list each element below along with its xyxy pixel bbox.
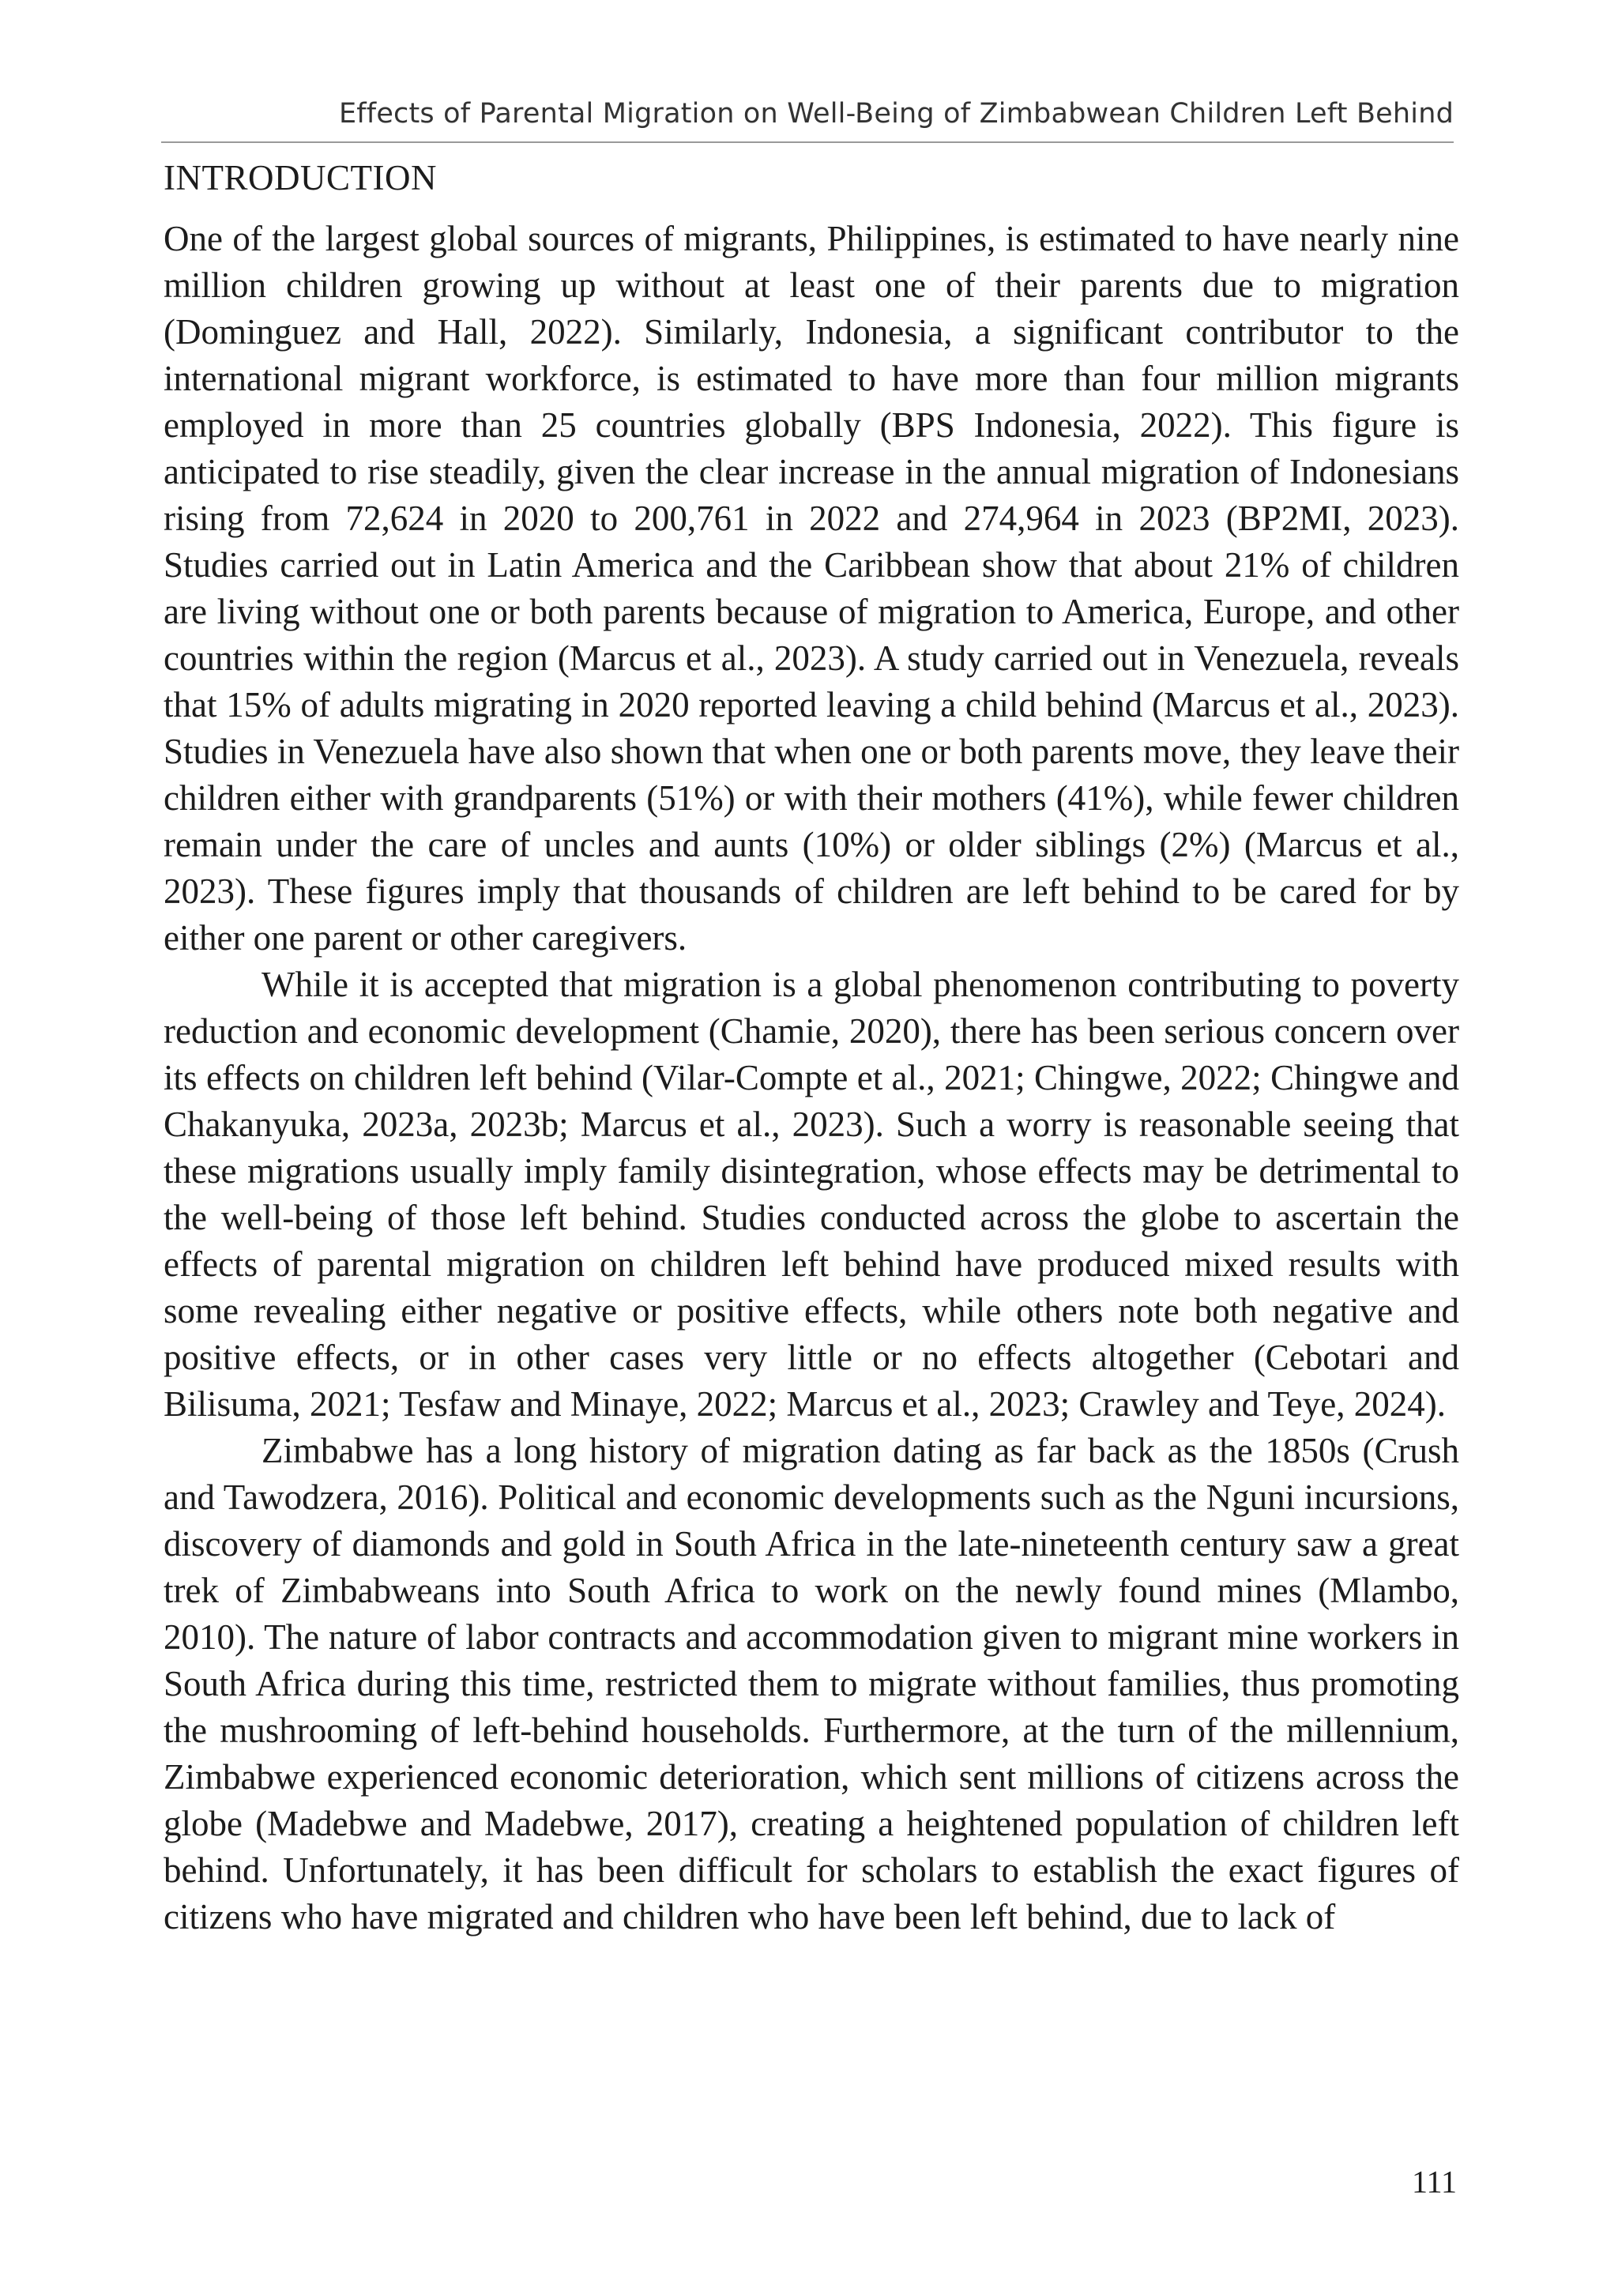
paragraph-1: One of the largest global sources of migrants, Philippines, is estimated to have nearly nine million children growing up without at least one of their parents due to migration (Dominguez and Hall, 2022). Similarly, Indonesia, a significant contributor to the international migrant workforce, is estimated to have more than four million migrants employed in more than 25 countries globally (BPS Indonesia, 2022). This figure is anticipated to rise steadily, given the clear increase in the annual migration of Indonesians rising from 72,624 in 2020 to 200,761 in 2022 and 274,964 in 2023 (BP2MI, 2023). Studies carried out in Latin America and the Caribbean show that about 21% of children are living without one or both parents because of migration to America, Europe, and other countries within the region (Marcus et al., 2023). A study carried out in Venezuela, reveals that 15% of adults migrating in 2020 reported leaving a child behind (Marcus et al., 2023). Studies in Venezuela have also shown that when one or both parents move, they leave their children either with grandparents (51%) or with their mothers (41%), while fewer children remain under the care of uncles and aunts (10%) or older siblings (2%) (Marcus et al., 2023). These figures imply that thousands of children are left behind to be cared for by either one parent or other caregivers. [164, 219, 1459, 958]
running-header: Effects of Parental Migration on Well-Being of Zimbabwean Children Left Behind [338, 98, 1454, 130]
section-heading: INTRODUCTION [164, 158, 437, 198]
paragraph-2: While it is accepted that migration is a global phenomenon contributing to poverty reduction and economic development (Chamie, 2020), there has been serious concern over its effects on children left behind (Vilar-Compte et al., 2021; Chingwe, 2022; Chingwe and Chakanyuka, 2023a, 2023b; Marcus et al., 2023). Such a worry is reasonable seeing that these migrations usually imply family disintegration, whose effects may be detrimental to the well-being of those left behind. Studies conducted across the globe to ascertain the effects of parental migration on children left behind have produced mixed results with some revealing either negative or positive effects, while others note both negative and positive effects, or in other cases very little or no effects altogether (Cebotari and Bilisuma, 2021; Tesfaw and Minaye, 2022; Marcus et al., 2023; Crawley and Teye, 2024). [164, 965, 1459, 1424]
header-rule [161, 141, 1454, 143]
paragraph-3: Zimbabwe has a long history of migration dating as far back as the 1850s (Crush and Tawodzera, 2016). Political and economic developments such as the Nguni incursions, discovery of diamonds and gold in South Africa in the late-nineteenth century saw a great trek of Zimbabweans into South Africa to work on the newly found mines (Mlambo, 2010). The nature of labor contracts and accommodation given to migrant mine workers in South Africa during this time, restricted them to migrate without families, thus promoting the mushrooming of left-behind households. Furthermore, at the turn of the millennium, Zimbabwe experienced economic deterioration, which sent millions of citizens across the globe (Madebwe and Madebwe, 2017), creating a heightened population of children left behind. Unfortunately, it has been difficult for scholars to establish the exact figures of citizens who have migrated and children who have been left behind, due to lack of [164, 1431, 1459, 1937]
article-body [164, 155, 1459, 1940]
page-number: 111 [1411, 2164, 1457, 2200]
